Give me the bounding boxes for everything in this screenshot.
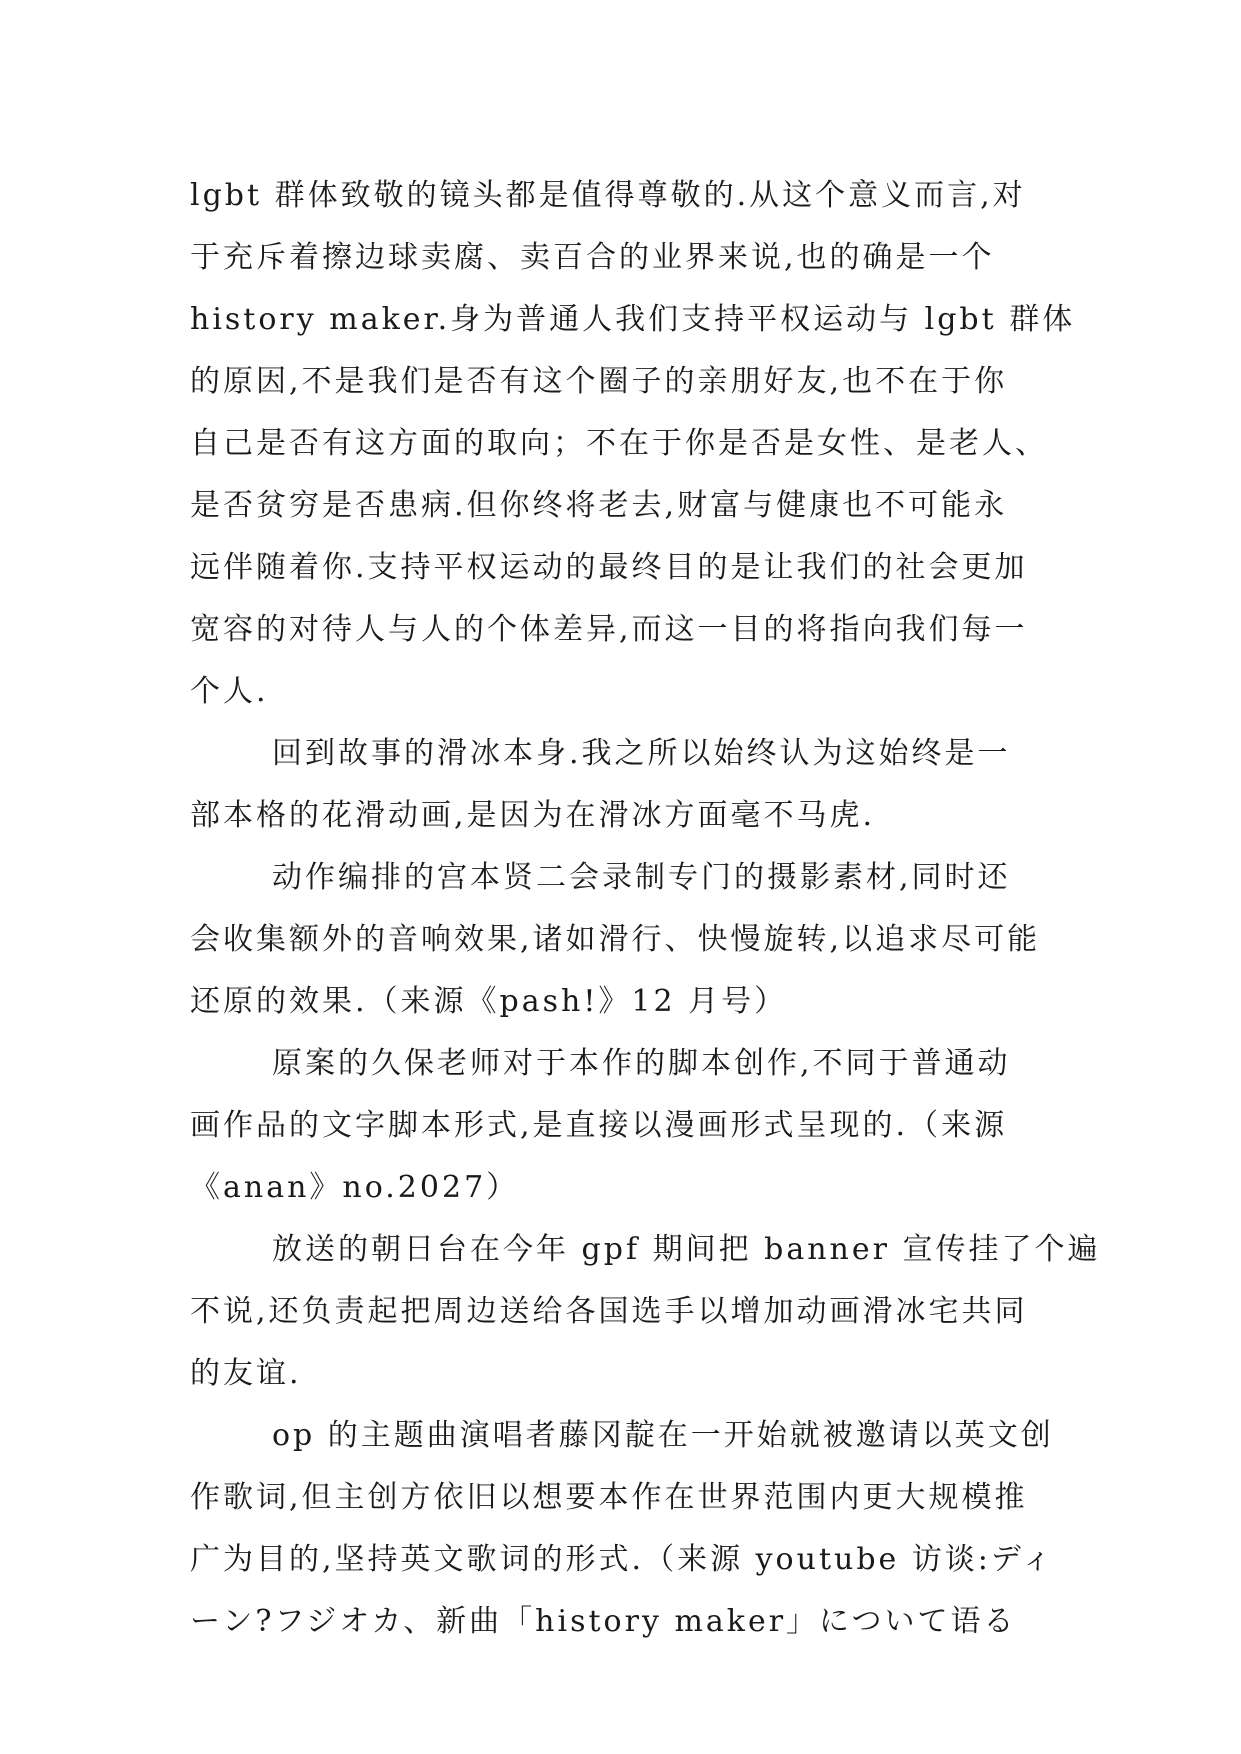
paragraph-start-line-12: 动作编排的宫本贤二会录制专门的摄影素材,同时还 — [272, 860, 1011, 895]
text-line-9: 个人. — [190, 674, 269, 709]
paragraph-start-line-10: 回到故事的滑冰本身.我之所以始终认为这始终是一 — [272, 736, 1011, 771]
text-line-13: 会收集额外的音响效果,诸如滑行、快慢旋转,以追求尽可能 — [190, 922, 1041, 957]
text-line-17: 《anan》no.2027） — [190, 1170, 520, 1205]
paragraph-start-line-18: 放送的朝日台在今年 gpf 期间把 banner 宣传挂了个遍 — [272, 1232, 1101, 1267]
text-line-1: lgbt 群体致敬的镜头都是值得尊敬的.从这个意义而言,对 — [190, 178, 1026, 213]
text-line-2: 于充斥着擦边球卖腐、卖百合的业界来说,也的确是一个 — [190, 240, 995, 275]
text-line-23: 广为目的,坚持英文歌词的形式.（来源 youtube 访谈:ディ — [190, 1542, 1055, 1577]
text-line-22: 作歌词,但主创方依旧以想要本作在世界范围内更大规模推 — [190, 1480, 1028, 1515]
text-line-19: 不说,还负责起把周边送给各国选手以增加动画滑冰宅共同 — [190, 1294, 1028, 1329]
text-line-20: 的友谊. — [190, 1356, 302, 1391]
paragraph-start-line-15: 原案的久保老师对于本作的脚本创作,不同于普通动 — [272, 1046, 1011, 1081]
text-line-4: 的原因,不是我们是否有这个圈子的亲朋好友,也不在于你 — [190, 364, 1008, 399]
document-body — [190, 165, 1101, 1653]
text-line-14: 还原的效果.（来源《pash!》12 月号） — [190, 984, 788, 1019]
text-line-3: history maker.身为普通人我们支持平权运动与 lgbt 群体 — [190, 302, 1076, 337]
paragraph-start-line-21: op 的主题曲演唱者藤冈靛在一开始就被邀请以英文创 — [272, 1418, 1054, 1453]
text-line-11: 部本格的花滑动画,是因为在滑冰方面毫不马虎. — [190, 798, 876, 833]
text-line-24: ーン?フジオカ、新曲「history maker」について语る — [190, 1604, 1017, 1639]
text-line-6: 是否贫穷是否患病.但你终将老去,财富与健康也不可能永 — [190, 488, 1008, 523]
text-line-5: 自己是否有这方面的取向；不在于你是否是女性、是老人、 — [190, 426, 1048, 461]
text-line-8: 宽容的对待人与人的个体差异,而这一目的将指向我们每一 — [190, 612, 1028, 647]
text-line-7: 远伴随着你.支持平权运动的最终目的是让我们的社会更加 — [190, 550, 1028, 585]
text-line-16: 画作品的文字脚本形式,是直接以漫画形式呈现的.（来源 — [190, 1108, 1008, 1143]
